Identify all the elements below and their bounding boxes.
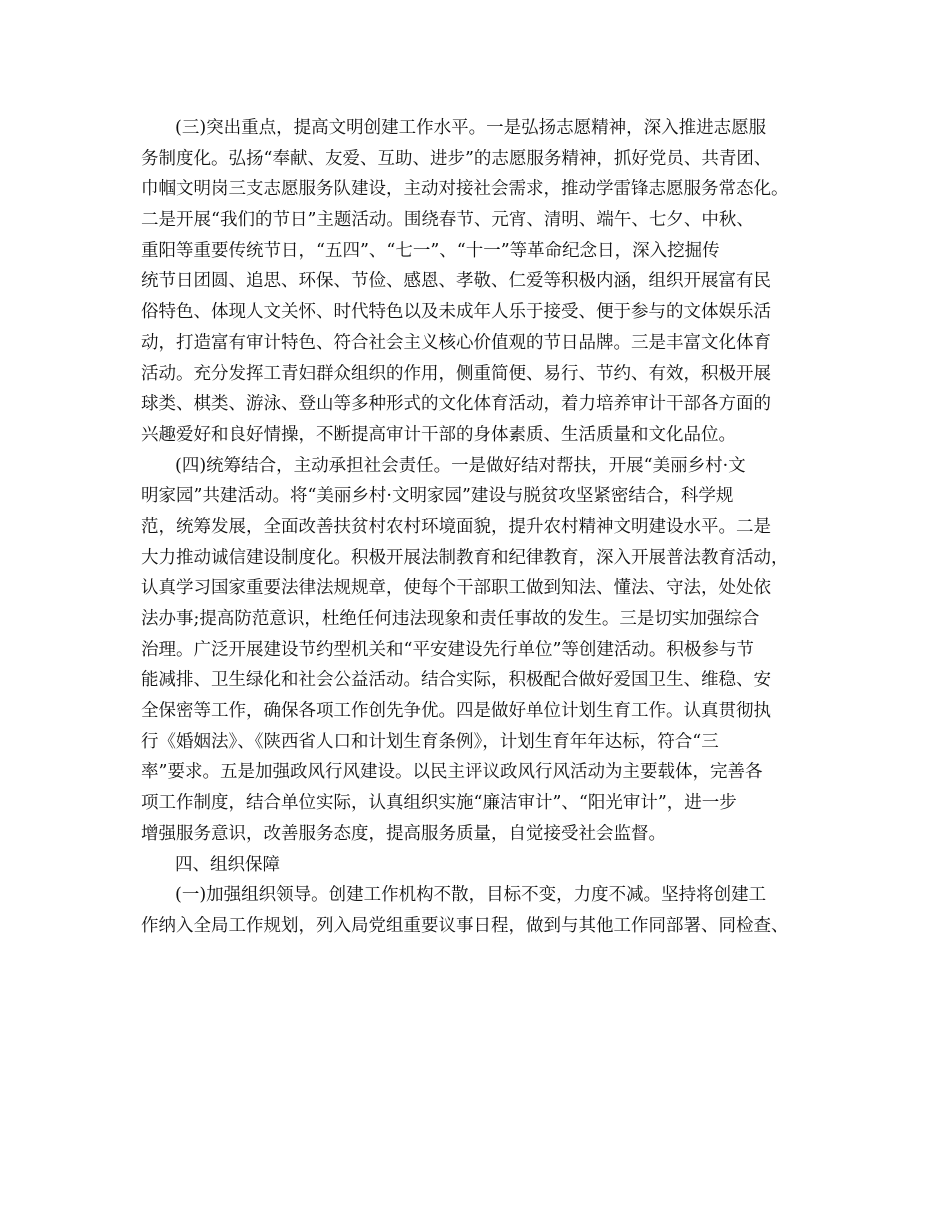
paragraph-line: 二是开展“我们的节日”主题活动。围绕春节、元宵、清明、端午、七夕、中秋、 [141, 210, 754, 231]
paragraph-line: (一)加强组织领导。创建工作机构不散，目标不变，力度不减。坚持将创建工 [175, 885, 767, 906]
paragraph-line: 法办事;提高防范意识，杜绝任何违法现象和责任事故的发生。三是切实加强综合 [141, 609, 760, 629]
paragraph-line: 增强服务意识，改善服务态度，提高服务质量，自觉接受社会监督。 [141, 823, 666, 844]
paragraph-line: 作纳入全局工作规划，列入局党组重要议事日程，做到与其他工作同部署、同检查、 [141, 915, 789, 936]
paragraph-line: 明家园”共建活动。将“美丽乡村·文明家园”建设与脱贫攻坚紧密结合，科学规 [141, 486, 734, 507]
paragraph-line: 统节日团圆、追思、环保、节俭、感恩、孝敬、仁爱等积极内涵，组织开展富有民 [141, 271, 771, 292]
section-heading: 四、组织保障 [175, 854, 280, 875]
paragraph-line: 巾帼文明岗三支志愿服务队建设，主动对接社会需求，推动学雷锋志愿服务常态化。 [141, 179, 789, 200]
paragraph-line: 重阳等重要传统节日，“五四”、“七一”、“十一”等革命纪念日，深入挖掘传 [141, 240, 720, 261]
paragraph-line: 活动。充分发挥工青妇群众组织的作用，侧重简便、易行、节约、有效，积极开展 [141, 363, 771, 384]
paragraph-line: 球类、棋类、游泳、登山等多种形式的文化体育活动，着力培养审计干部各方面的 [141, 394, 771, 415]
paragraph-line: 全保密等工作，确保各项工作创先争优。四是做好单位计划生育工作。认真贯彻执 [141, 701, 771, 722]
paragraph-line: 动，打造富有审计特色、符合社会主义核心价值观的节日品牌。三是丰富文化体育 [141, 332, 771, 353]
paragraph-line: (四)统筹结合，主动承担社会责任。一是做好结对帮扶，开展“美丽乡村·文 [175, 455, 746, 476]
paragraph-line: 率”要求。五是加强政风行风建设。以民主评议政风行风活动为主要载体，完善各 [141, 762, 763, 783]
paragraph-line: 项工作制度，结合单位实际，认真组织实施“廉洁审计”、“阳光审计”，进一步 [141, 793, 737, 814]
paragraph-line: 治理。广泛开展建设节约型机关和“平安建设先行单位”等创建活动。积极参与节 [141, 639, 754, 660]
paragraph-line: 大力推动诚信建设制度化。积极开展法制教育和纪律教育，深入开展普法教育活动， [141, 547, 789, 568]
paragraph-line: 范，统筹发展，全面改善扶贫村农村环境面貌，提升农村精神文明建设水平。二是 [141, 516, 771, 537]
document-body [141, 113, 831, 942]
paragraph-line: 兴趣爱好和良好情操，不断提高审计干部的身体素质、生活质量和文化品位。 [141, 424, 736, 445]
paragraph-line: 认真学习国家重要法律法规规章，使每个干部职工做到知法、懂法、守法，处处依 [141, 578, 771, 599]
paragraph-line: 俗特色、体现人文关怀、时代特色以及未成年人乐于接受、便于参与的文体娱乐活 [141, 302, 771, 323]
paragraph-line: 务制度化。弘扬“奉献、友爱、互助、进步”的志愿服务精神，抓好党员、共青团、 [141, 148, 772, 169]
paragraph-line: (三)突出重点，提高文明创建工作水平。一是弘扬志愿精神，深入推进志愿服 [175, 118, 767, 138]
paragraph-line: 行《婚姻法》、《陕西省人口和计划生育条例》，计划生育年年达标，符合“三 [141, 731, 719, 752]
paragraph-line: 能减排、卫生绿化和社会公益活动。结合实际，积极配合做好爱国卫生、维稳、安 [141, 670, 771, 691]
